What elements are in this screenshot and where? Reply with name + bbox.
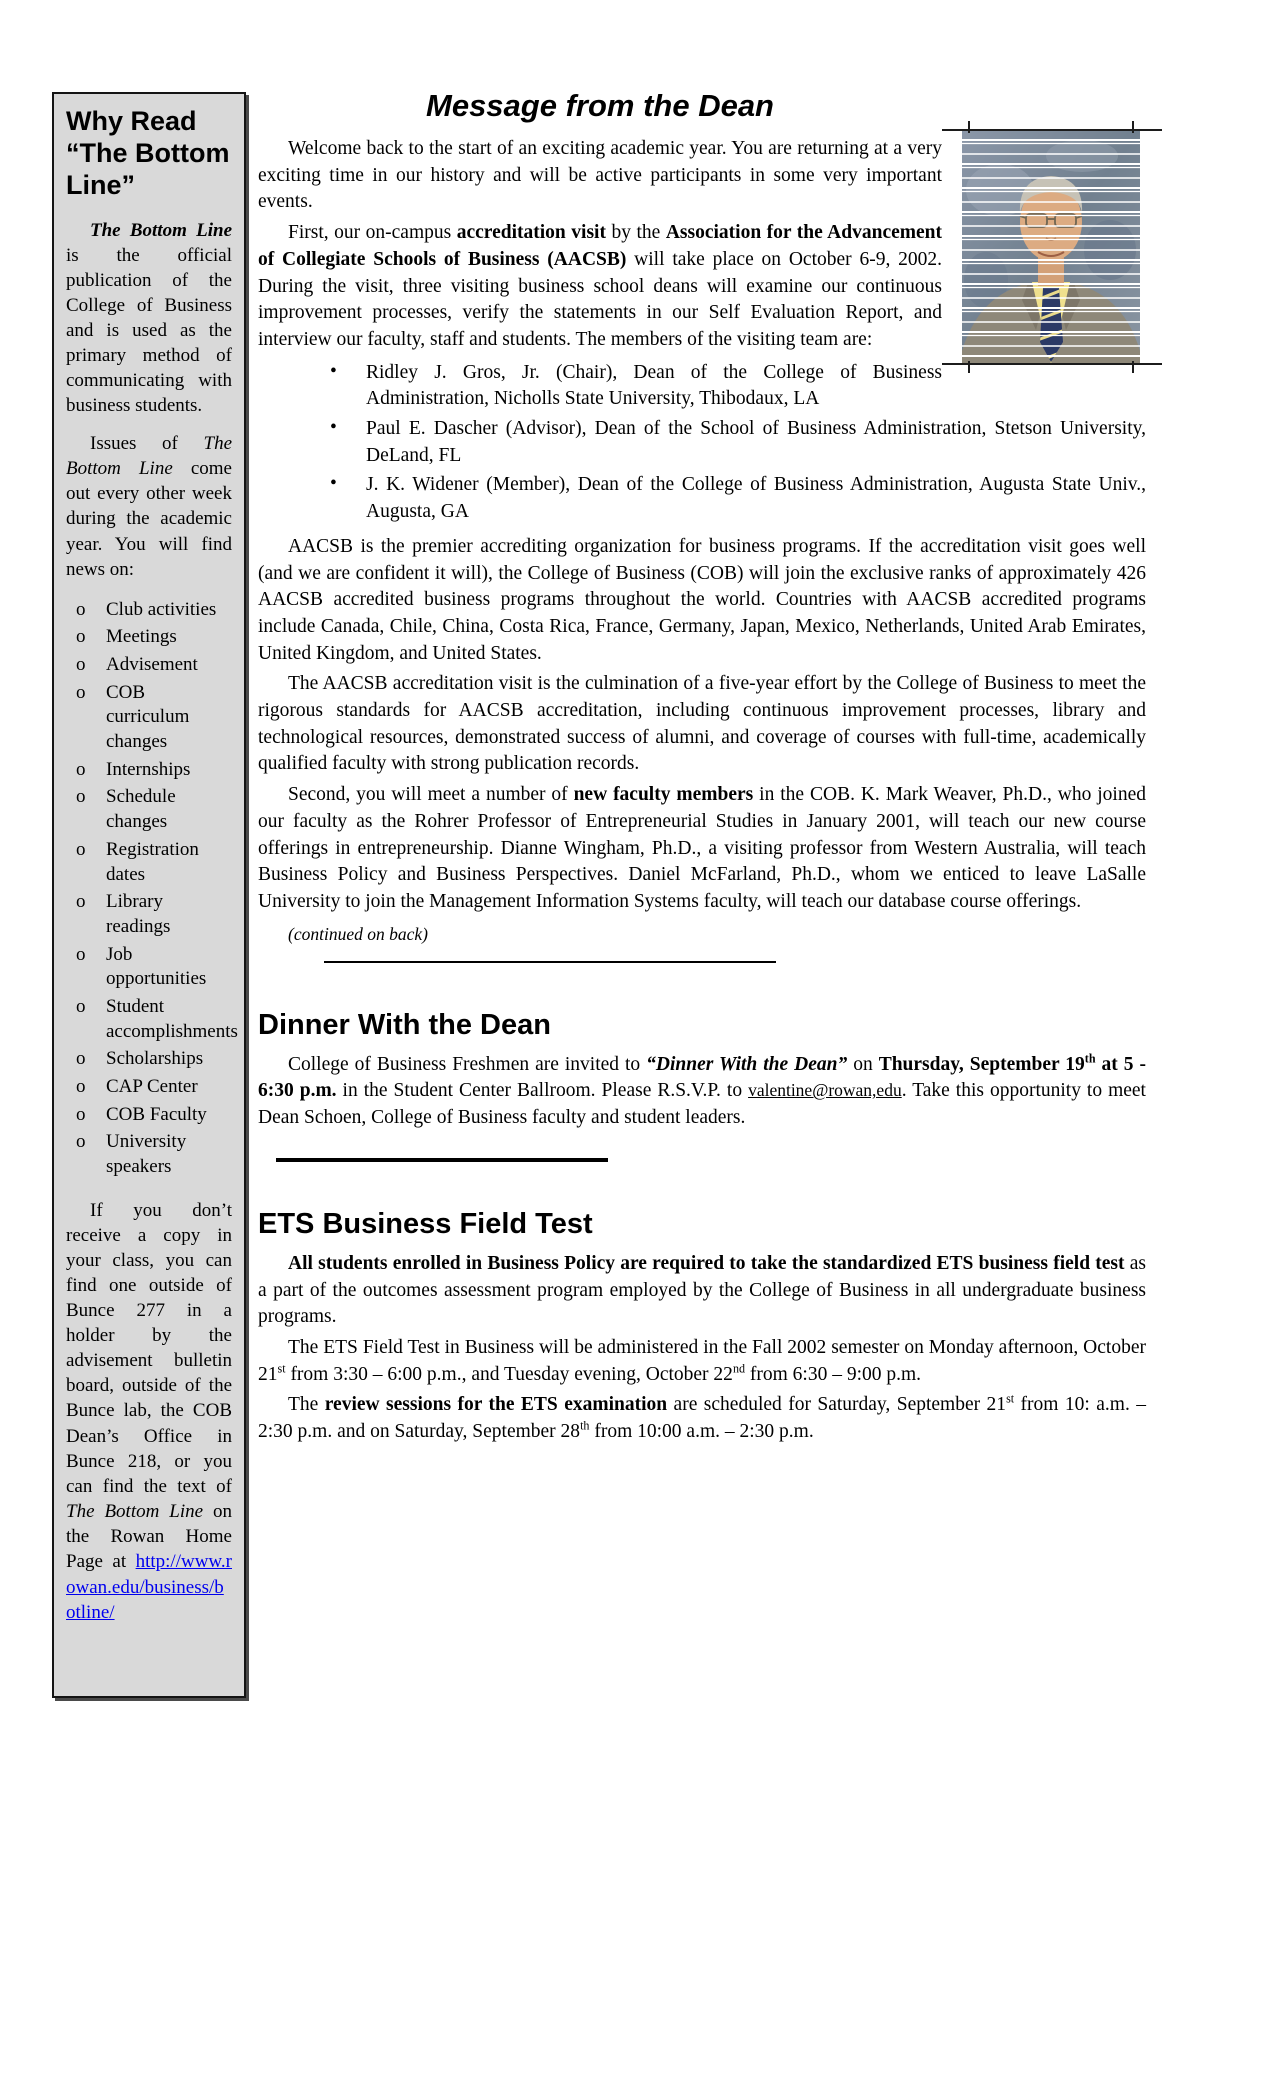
list-item: • Ridley J. Gros, Jr. (Chair), Dean of the College of Business Administration, Nicholls State University, Thibodaux, LA — [330, 360, 942, 410]
sidebar-paragraph-official: The Bottom Line is the official publication of the College of Business and is used as the primary method of communicating with business students. — [66, 219, 232, 417]
list-item: o University speakers — [76, 1131, 187, 1178]
o-bullet: o — [76, 891, 86, 913]
round-bullet: • — [330, 360, 337, 382]
o-bullet: o — [76, 758, 86, 780]
list-item: o Job opportunities — [76, 943, 207, 990]
dean-photo — [962, 130, 1140, 364]
newsletter-name: The Bottom Line — [66, 433, 232, 480]
page-title: Message from the Dean — [426, 88, 774, 123]
dinner-section-heading: Dinner With the Dean — [258, 1008, 551, 1041]
sidebar-paragraph-issues: Issues of The Bottom Line come out every other week during the academic year. You will find news on: — [66, 433, 232, 580]
o-bullet: o — [76, 681, 86, 703]
o-bullet: o — [76, 654, 86, 676]
crop-mark — [968, 121, 970, 133]
list-item: o CAP Center — [66, 1075, 232, 1100]
o-bullet: o — [76, 1076, 86, 1098]
crop-mark — [942, 129, 1162, 131]
ets-paragraph-3: The review sessions for the ETS examination are scheduled for Saturday, September 21st from 10: a.m. – 2:30 p.m. and on Saturday, September 28th from 10:00 a.m. – 2:30 p.m. — [258, 1391, 1147, 1443]
list-item: o Library readings — [76, 891, 171, 937]
list-item: • J. K. Widener (Member), Dean of the College of Business Administration, Augusta State Univ., Augusta, GA — [330, 473, 1146, 523]
bottom-line-url-link[interactable]: http://www.rowan.edu/business/botline/ — [66, 1550, 232, 1624]
o-bullet: o — [76, 598, 86, 620]
list-item: o COB Faculty — [66, 1103, 232, 1128]
o-bullet: o — [76, 995, 86, 1017]
round-bullet: • — [330, 473, 337, 495]
crop-mark — [1132, 121, 1134, 133]
dean-paragraph-4: The AACSB accreditation visit is the culmination of a five-year effort by the College of Business to meet the rigorous standards for AACSB accreditation, including continuous improvement processes, library and technological resources, demonstrated success of alumni, and coverage of courses with full-time, academically qualified faculty with strong publication records. — [258, 673, 1146, 775]
sidebar-paragraph-where-to-find: If you don’t receive a copy in your class, you can find one outside of Bunce 277 in a holder by the advisement bulletin board, outside of the Bunce lab, the COB Dean’s Office in Bunce 218, or you can find the text of The Bottom Line on the Rowan Home Page at http://www.rowan.edu/business/botline/ — [66, 1199, 233, 1624]
list-item: o Schedule changes — [76, 786, 176, 833]
why-read-sidebar-box — [52, 92, 246, 1698]
newsletter-name: The Bottom Line — [90, 219, 232, 241]
o-bullet: o — [76, 1048, 86, 1070]
dean-portrait-image — [962, 130, 1140, 364]
list-item: o Advisement — [66, 653, 232, 678]
list-item: o Student accomplishments — [76, 995, 238, 1042]
list-item: • Paul E. Dascher (Advisor), Dean of the School of Business Administration, Stetson University, DeLand, FL — [330, 417, 1146, 466]
list-item: o Internships — [66, 758, 232, 783]
news-topics-list — [66, 598, 238, 1180]
list-item: o Meetings — [66, 625, 232, 650]
dean-paragraph-1: Welcome back to the start of an exciting academic year. You are returning at a very exciting time in our history and will be active participants in some very important events. — [258, 138, 942, 213]
section-divider — [276, 1158, 608, 1162]
dean-paragraph-2: First, our on-campus accreditation visit by the Association for the Advancement of Collegiate Schools of Business (AACSB) will take place on October 6-9, 2002. During the visit, three visiting business school deans will examine our continuous improvement processes, verify the statements in our Self Evaluation Report, and interview our faculty, staff and students. The members of the visiting team are: — [258, 222, 942, 350]
rsvp-email-link[interactable]: valentine@rowan,edu — [748, 1080, 902, 1101]
dinner-paragraph: College of Business Freshmen are invited to “Dinner With the Dean” on Thursday, September 19th at 5 - 6:30 p.m. in the Student Center Ballroom. Please R.S.V.P. to valentine@rowan,edu. Take this opportunity to meet Dean Schoen, College of Business faculty and student leaders. — [258, 1051, 1146, 1129]
list-item: o COB curriculum changes — [76, 681, 190, 753]
newsletter-name: The Bottom Line — [66, 1500, 204, 1522]
section-divider — [324, 961, 776, 963]
main-content — [258, 88, 1146, 1450]
list-item: o Registration dates — [76, 838, 199, 885]
o-bullet: o — [76, 626, 86, 648]
sidebar-title: Why Read “The Bottom Line” — [66, 106, 230, 200]
dean-paragraph-5: Second, you will meet a number of new faculty members in the COB. K. Mark Weaver, Ph.D., who joined our faculty as the Rohrer Professor of Entrepreneurial Studies in January 2001, will teach our new course offerings in entrepreneurship. Dianne Wingham, Ph.D., a visiting professor from Western Australia, will teach Business Policy and Business Perspectives. Daniel McFarland, Ph.D., whom we enticed to leave LaSalle University to join the Management Information Systems faculty, will teach our database course offerings. — [258, 784, 1146, 912]
o-bullet: o — [76, 838, 86, 860]
ets-paragraph-1: All students enrolled in Business Policy are required to take the standardized ETS business field test as a part of the outcomes assessment program employed by the College of Business in all undergraduate business programs. — [258, 1252, 1146, 1328]
o-bullet: o — [76, 786, 86, 808]
list-item: o Scholarships — [66, 1047, 232, 1072]
o-bullet: o — [76, 943, 86, 965]
list-item: o Club activities — [66, 598, 232, 623]
o-bullet: o — [76, 1131, 86, 1153]
o-bullet: o — [76, 1103, 86, 1125]
visiting-team-list — [328, 360, 1146, 526]
ets-paragraph-2: The ETS Field Test in Business will be administered in the Fall 2002 semester on Monday afternoon, October 21st from 3:30 – 6:00 p.m., and Tuesday evening, October 22nd from 6:30 – 9:00 p.m. — [258, 1336, 1146, 1385]
continued-on-back-note: (continued on back) — [288, 923, 428, 944]
dean-paragraph-3: AACSB is the premier accrediting organization for business programs. If the accreditation visit goes well (and we are confident it will), the College of Business (COB) will join the exclusive ranks of approximately 426 AACSB accredited business programs throughout the world. Countries with AACSB accredited programs include Canada, Chile, China, Costa Rica, France, Germany, Japan, Mexico, Netherlands, United Arab Emirates, United Kingdom, and United States. — [258, 535, 1146, 664]
ets-section-heading: ETS Business Field Test — [258, 1207, 593, 1240]
round-bullet: • — [330, 417, 337, 439]
